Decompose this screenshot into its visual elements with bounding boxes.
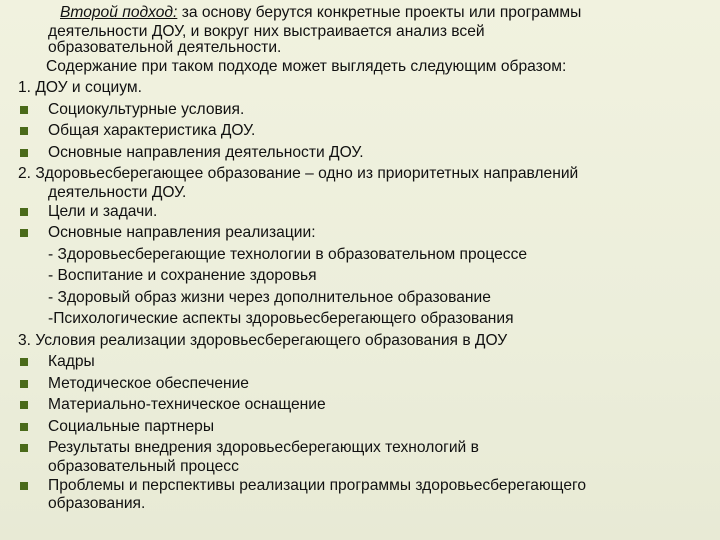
intro-line-1-rest: за основу берутся конкретные проекты или программы: [177, 4, 582, 21]
section-1-title: 1. ДОУ и социум.: [18, 79, 142, 96]
list-item: Основные направления деятельности ДОУ.: [18, 142, 708, 164]
slide-text: [18, 2, 708, 512]
section-2-title: 2. Здоровьесберегающее образование – одно из приоритетных направлений: [18, 165, 579, 182]
intro-lead: Второй подход:: [60, 4, 178, 21]
list-item: Кадры: [18, 351, 708, 373]
list-item: Социальные партнеры: [18, 416, 708, 438]
list-item: Материально-техническое оснащение: [18, 394, 708, 416]
intro-line-2: деятельности ДОУ, и вокруг них выстраивается анализ всей: [48, 22, 485, 40]
list-item-cont: образовательный процесс: [48, 457, 239, 475]
section-3-title: 3. Условия реализации здоровьесберегающего образования в ДОУ: [18, 331, 508, 349]
list-item: Основные направления реализации:: [18, 222, 708, 244]
sub-item: - Здоровый образ жизни через дополнительное образование: [48, 288, 491, 306]
sub-item: -Психологические аспекты здоровьесберегающего образования: [48, 310, 514, 327]
list-item: Проблемы и перспективы реализации программы здоровьесберегающего: [18, 475, 708, 497]
sub-item: - Здоровьесберегающие технологии в образовательном процессе: [48, 245, 528, 263]
list-item: Результаты внедрения здоровьесберегающих технологий в: [18, 437, 708, 459]
section-2-title-cont: деятельности ДОУ.: [48, 183, 187, 201]
intro-line-3: образовательной деятельности.: [48, 38, 282, 56]
content-line: Содержание при таком подходе может выглядеть следующим образом:: [46, 57, 567, 75]
intro-line-1: [18, 2, 708, 24]
sub-item: - Воспитание и сохранение здоровья: [48, 267, 317, 284]
list-item: Общая характеристика ДОУ.: [18, 120, 708, 142]
list-item: Методическое обеспечение: [18, 373, 708, 395]
list-item: Социокультурные условия.: [18, 99, 708, 121]
list-item-cont: образования.: [48, 495, 146, 512]
list-item: Цели и задачи.: [18, 201, 708, 223]
